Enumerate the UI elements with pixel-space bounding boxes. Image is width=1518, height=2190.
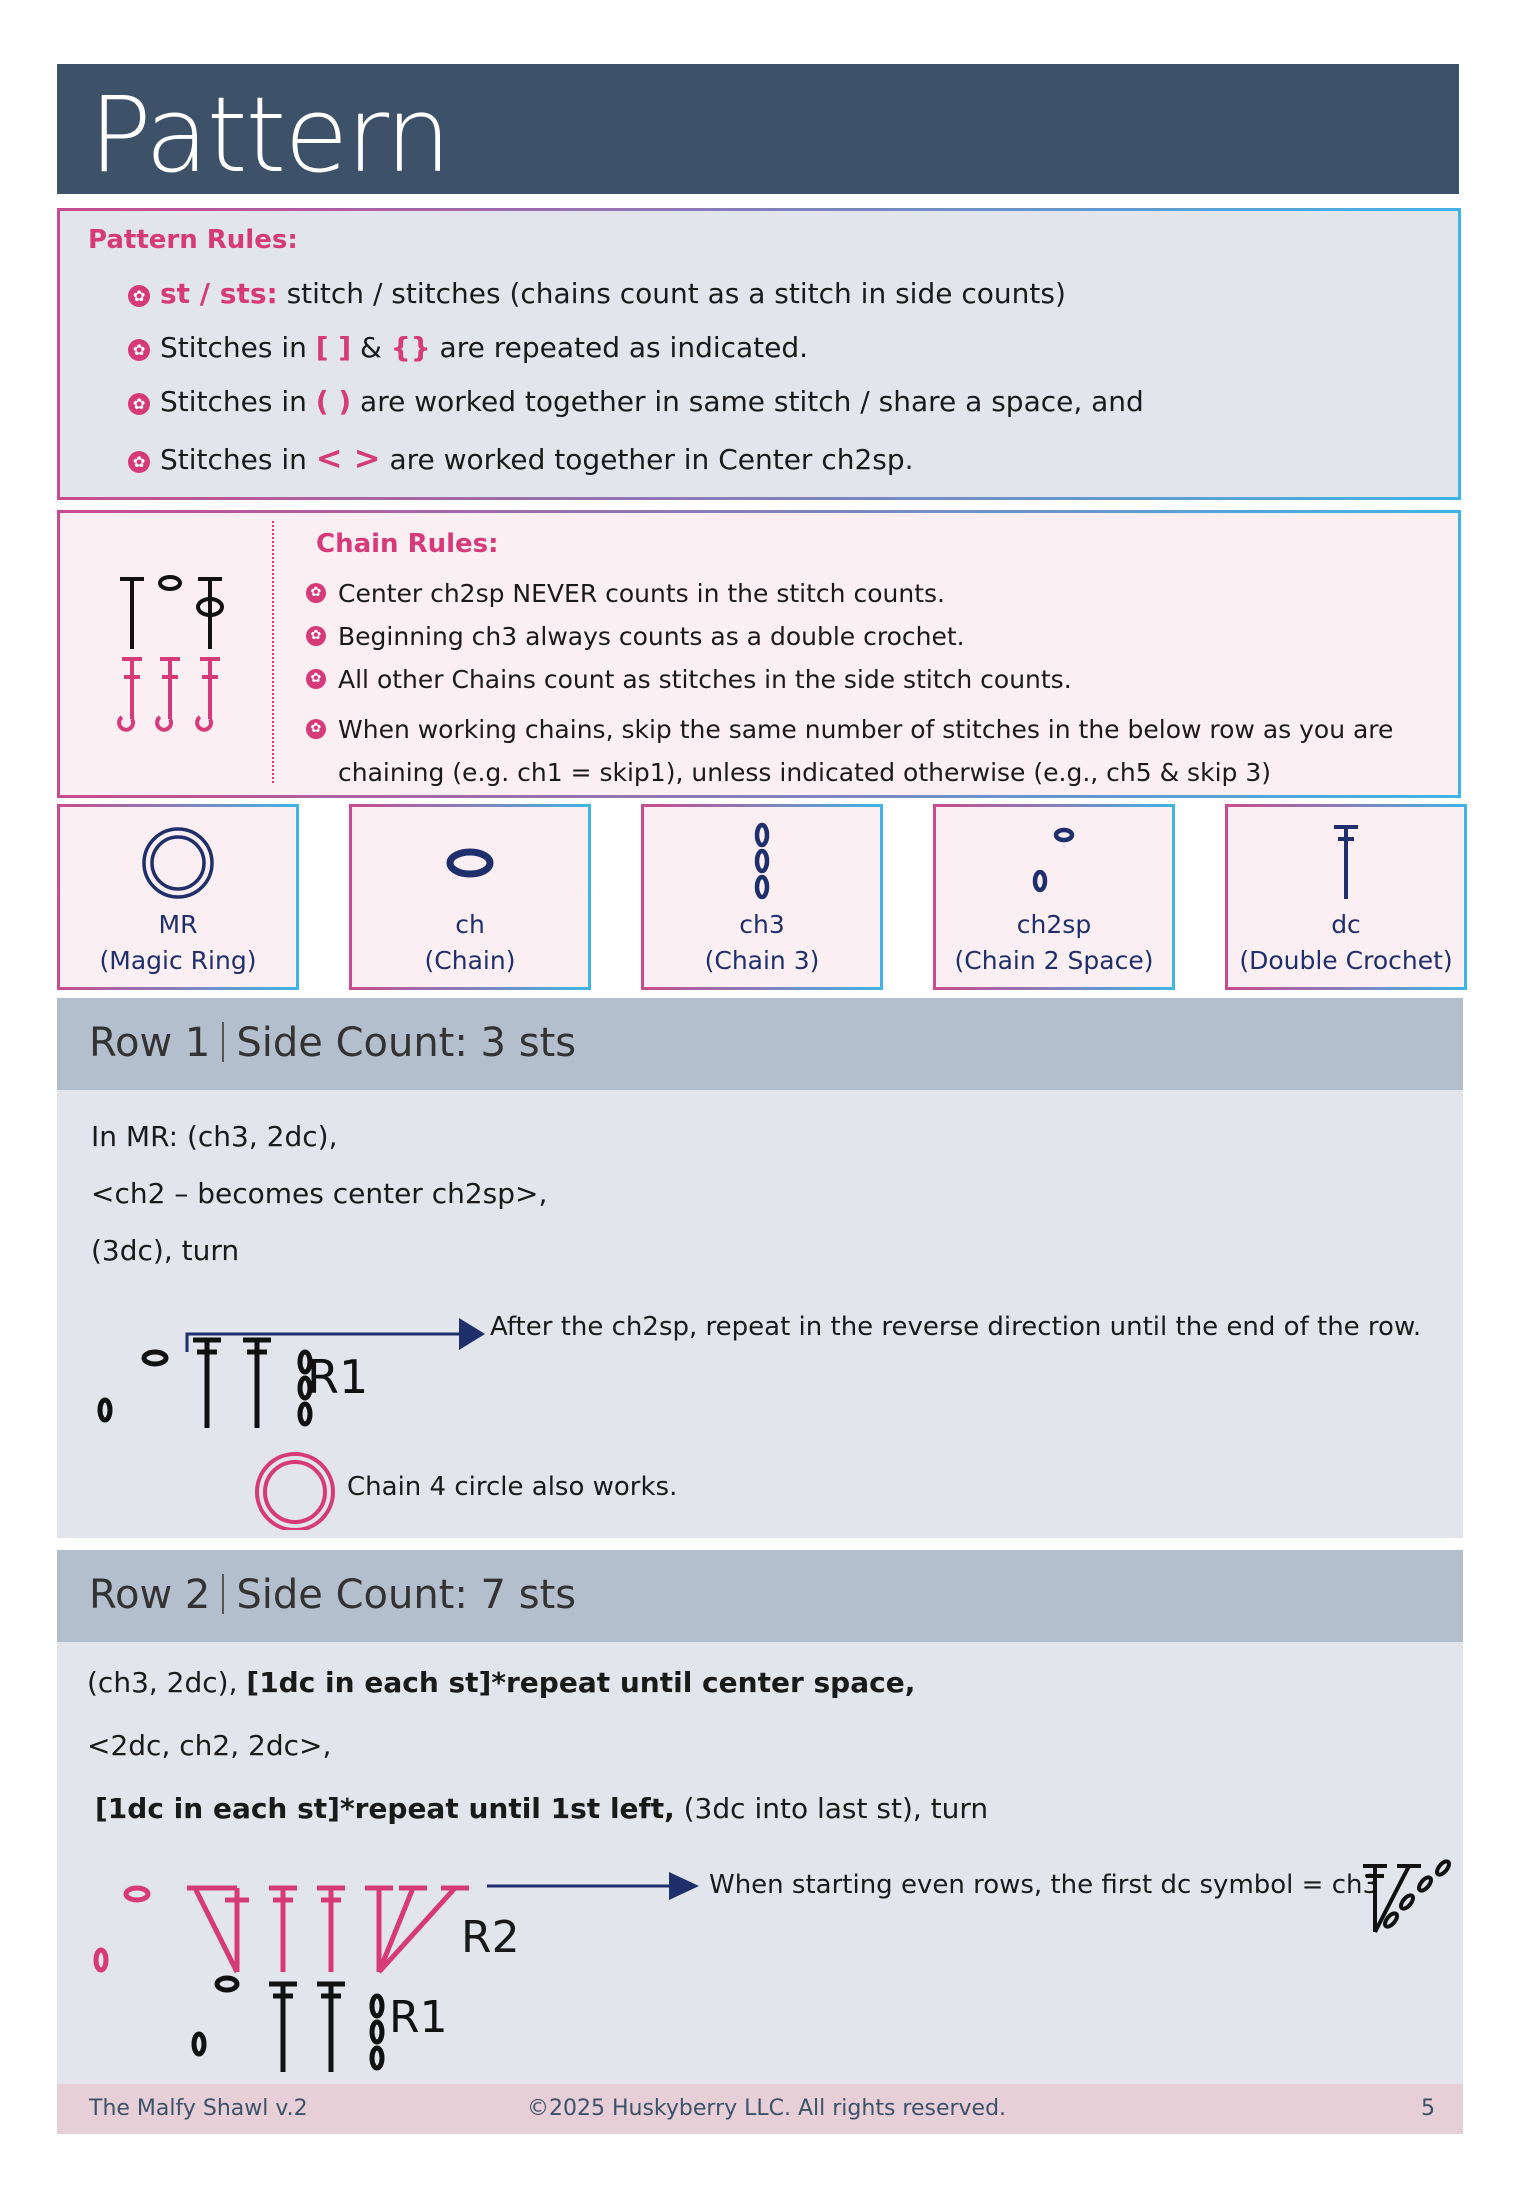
symbol-abbr: ch3 (739, 910, 785, 939)
paw-bullet-icon: ✿ (128, 393, 150, 415)
chain-rules-heading: Chain Rules: (316, 529, 499, 559)
pattern-rule-2 (128, 331, 808, 364)
chain-rule-text: Beginning ch3 always counts as a double crochet. (338, 622, 965, 651)
row1-body (57, 1090, 1463, 1538)
rule-text: stitch / stitches (chains count as a stitch in side counts) (277, 277, 1066, 310)
dc-equals-ch3-icon (1357, 1856, 1467, 1946)
rule-symbol: [ ] (315, 331, 352, 364)
chain-rule-3 (310, 665, 1438, 695)
symbol-name: (Chain 3) (704, 946, 820, 975)
symbol-box-ch2sp (933, 804, 1175, 990)
footer-pattern-name: The Malfy Shawl v.2 (89, 2096, 308, 2121)
symbol-label (1228, 907, 1464, 979)
row2-body (57, 1642, 1463, 2084)
instruction-bold: [1dc in each st]*repeat until 1st left, (95, 1792, 675, 1825)
rule-term: st / sts: (160, 277, 278, 310)
pattern-rules-box (57, 208, 1461, 500)
row-label: Row 2 (89, 1572, 211, 1618)
rule-text: Stitches in (160, 385, 316, 418)
row1-header (57, 998, 1463, 1090)
row1-instruction-2: <ch2 – becomes center ch2sp>, (91, 1177, 548, 1210)
paw-bullet-icon: ✿ (128, 339, 150, 361)
symbol-box-dc (1225, 804, 1467, 990)
side-count: Side Count: 3 sts (236, 1020, 577, 1066)
row2-stitch-diagram (87, 1872, 707, 2082)
symbol-label (644, 907, 880, 979)
row1-arrow-note: After the ch2sp, repeat in the reverse direction until the end of the row. (490, 1312, 1422, 1342)
rule-symbol: ( ) (315, 385, 352, 418)
footer-page-number: 5 (1421, 2096, 1435, 2121)
row2-instruction-2: <2dc, ch2, 2dc>, (87, 1729, 332, 1762)
rule-text: are worked together in Center ch2sp. (380, 443, 914, 476)
chain-stitch-diagram-icon (110, 569, 240, 739)
double-crochet-icon (1228, 813, 1464, 903)
rule-text: are repeated as indicated. (430, 331, 809, 364)
paw-bullet-icon: ✿ (306, 719, 326, 739)
pattern-rule-3 (128, 385, 1144, 418)
row2-header (57, 1550, 1463, 1642)
rule-text: are worked together in same stitch / share a space, and (351, 385, 1144, 418)
symbol-abbr: MR (158, 910, 198, 939)
row-tag-r2: R2 (461, 1912, 520, 1963)
chain2-space-icon (936, 813, 1172, 903)
row-tag-r1: R1 (389, 1992, 448, 2043)
symbol-label (352, 907, 588, 979)
symbol-box-ch3 (641, 804, 883, 990)
row1-circle-note: Chain 4 circle also works. (347, 1472, 678, 1502)
symbol-label (60, 907, 296, 979)
row2-arrow-note: When starting even rows, the first dc symbol = ch3 (709, 1870, 1380, 1900)
symbol-name: (Double Crochet) (1239, 946, 1453, 975)
symbol-name: (Chain) (424, 946, 516, 975)
chain-rule-4 (310, 708, 1438, 794)
paw-bullet-icon: ✿ (306, 583, 326, 603)
page-footer (57, 2084, 1463, 2134)
magic-ring-icon (60, 813, 296, 903)
header-divider (222, 1574, 224, 1614)
chain-rule-2 (310, 622, 1438, 652)
instruction-text: (3dc into last st), turn (674, 1792, 989, 1825)
dotted-divider (272, 521, 274, 783)
row-tag-r1: R1 (307, 1350, 369, 1404)
symbol-abbr: ch (455, 910, 485, 939)
paw-bullet-icon: ✿ (306, 669, 326, 689)
chain-rules-box (57, 510, 1461, 798)
paw-bullet-icon: ✿ (128, 285, 150, 307)
chain-rule-text: When working chains, skip the same number of stitches in the below row as you are chaining (e.g. ch1 = skip1), unless indicated otherwise (e.g., ch5 & skip 3) (338, 715, 1394, 787)
rule-text: Stitches in (160, 331, 316, 364)
row-label: Row 1 (89, 1020, 211, 1066)
chain-rule-1 (310, 579, 1438, 609)
chain-rule-text: All other Chains count as stitches in the side stitch counts. (338, 665, 1072, 694)
pattern-rules-heading: Pattern Rules: (88, 225, 298, 255)
row2-instruction-3 (95, 1792, 988, 1825)
paw-bullet-icon: ✿ (128, 451, 150, 473)
chain-rule-text: Center ch2sp NEVER counts in the stitch counts. (338, 579, 945, 608)
rule-symbol: < > (315, 439, 381, 477)
footer-copyright: ©2025 Huskyberry LLC. All rights reserved. (527, 2096, 1007, 2121)
symbol-name: (Chain 2 Space) (954, 946, 1154, 975)
instruction-text: (ch3, 2dc), (87, 1666, 247, 1699)
symbol-box-mr (57, 804, 299, 990)
row2-instruction-1 (87, 1666, 915, 1699)
symbol-name: (Magic Ring) (99, 946, 257, 975)
instruction-bold: [1dc in each st]*repeat until center space, (246, 1666, 916, 1699)
symbol-abbr: dc (1331, 910, 1361, 939)
rule-text: & (351, 331, 391, 364)
rule-text: Stitches in (160, 443, 316, 476)
rule-symbol: {} (390, 331, 431, 364)
pattern-rule-4 (128, 439, 914, 477)
symbol-abbr: ch2sp (1016, 910, 1092, 939)
paw-bullet-icon: ✿ (306, 626, 326, 646)
symbol-box-ch (349, 804, 591, 990)
page-title: Pattern (89, 74, 450, 196)
title-banner (57, 64, 1459, 194)
row1-instruction-3: (3dc), turn (91, 1234, 240, 1267)
row1-instruction-1: In MR: (ch3, 2dc), (91, 1120, 338, 1153)
header-divider (222, 1022, 224, 1062)
chain3-icon (644, 813, 880, 903)
side-count: Side Count: 7 sts (236, 1572, 577, 1618)
chain-icon (352, 813, 588, 903)
pattern-rule-1 (128, 277, 1066, 310)
symbol-label (936, 907, 1172, 979)
